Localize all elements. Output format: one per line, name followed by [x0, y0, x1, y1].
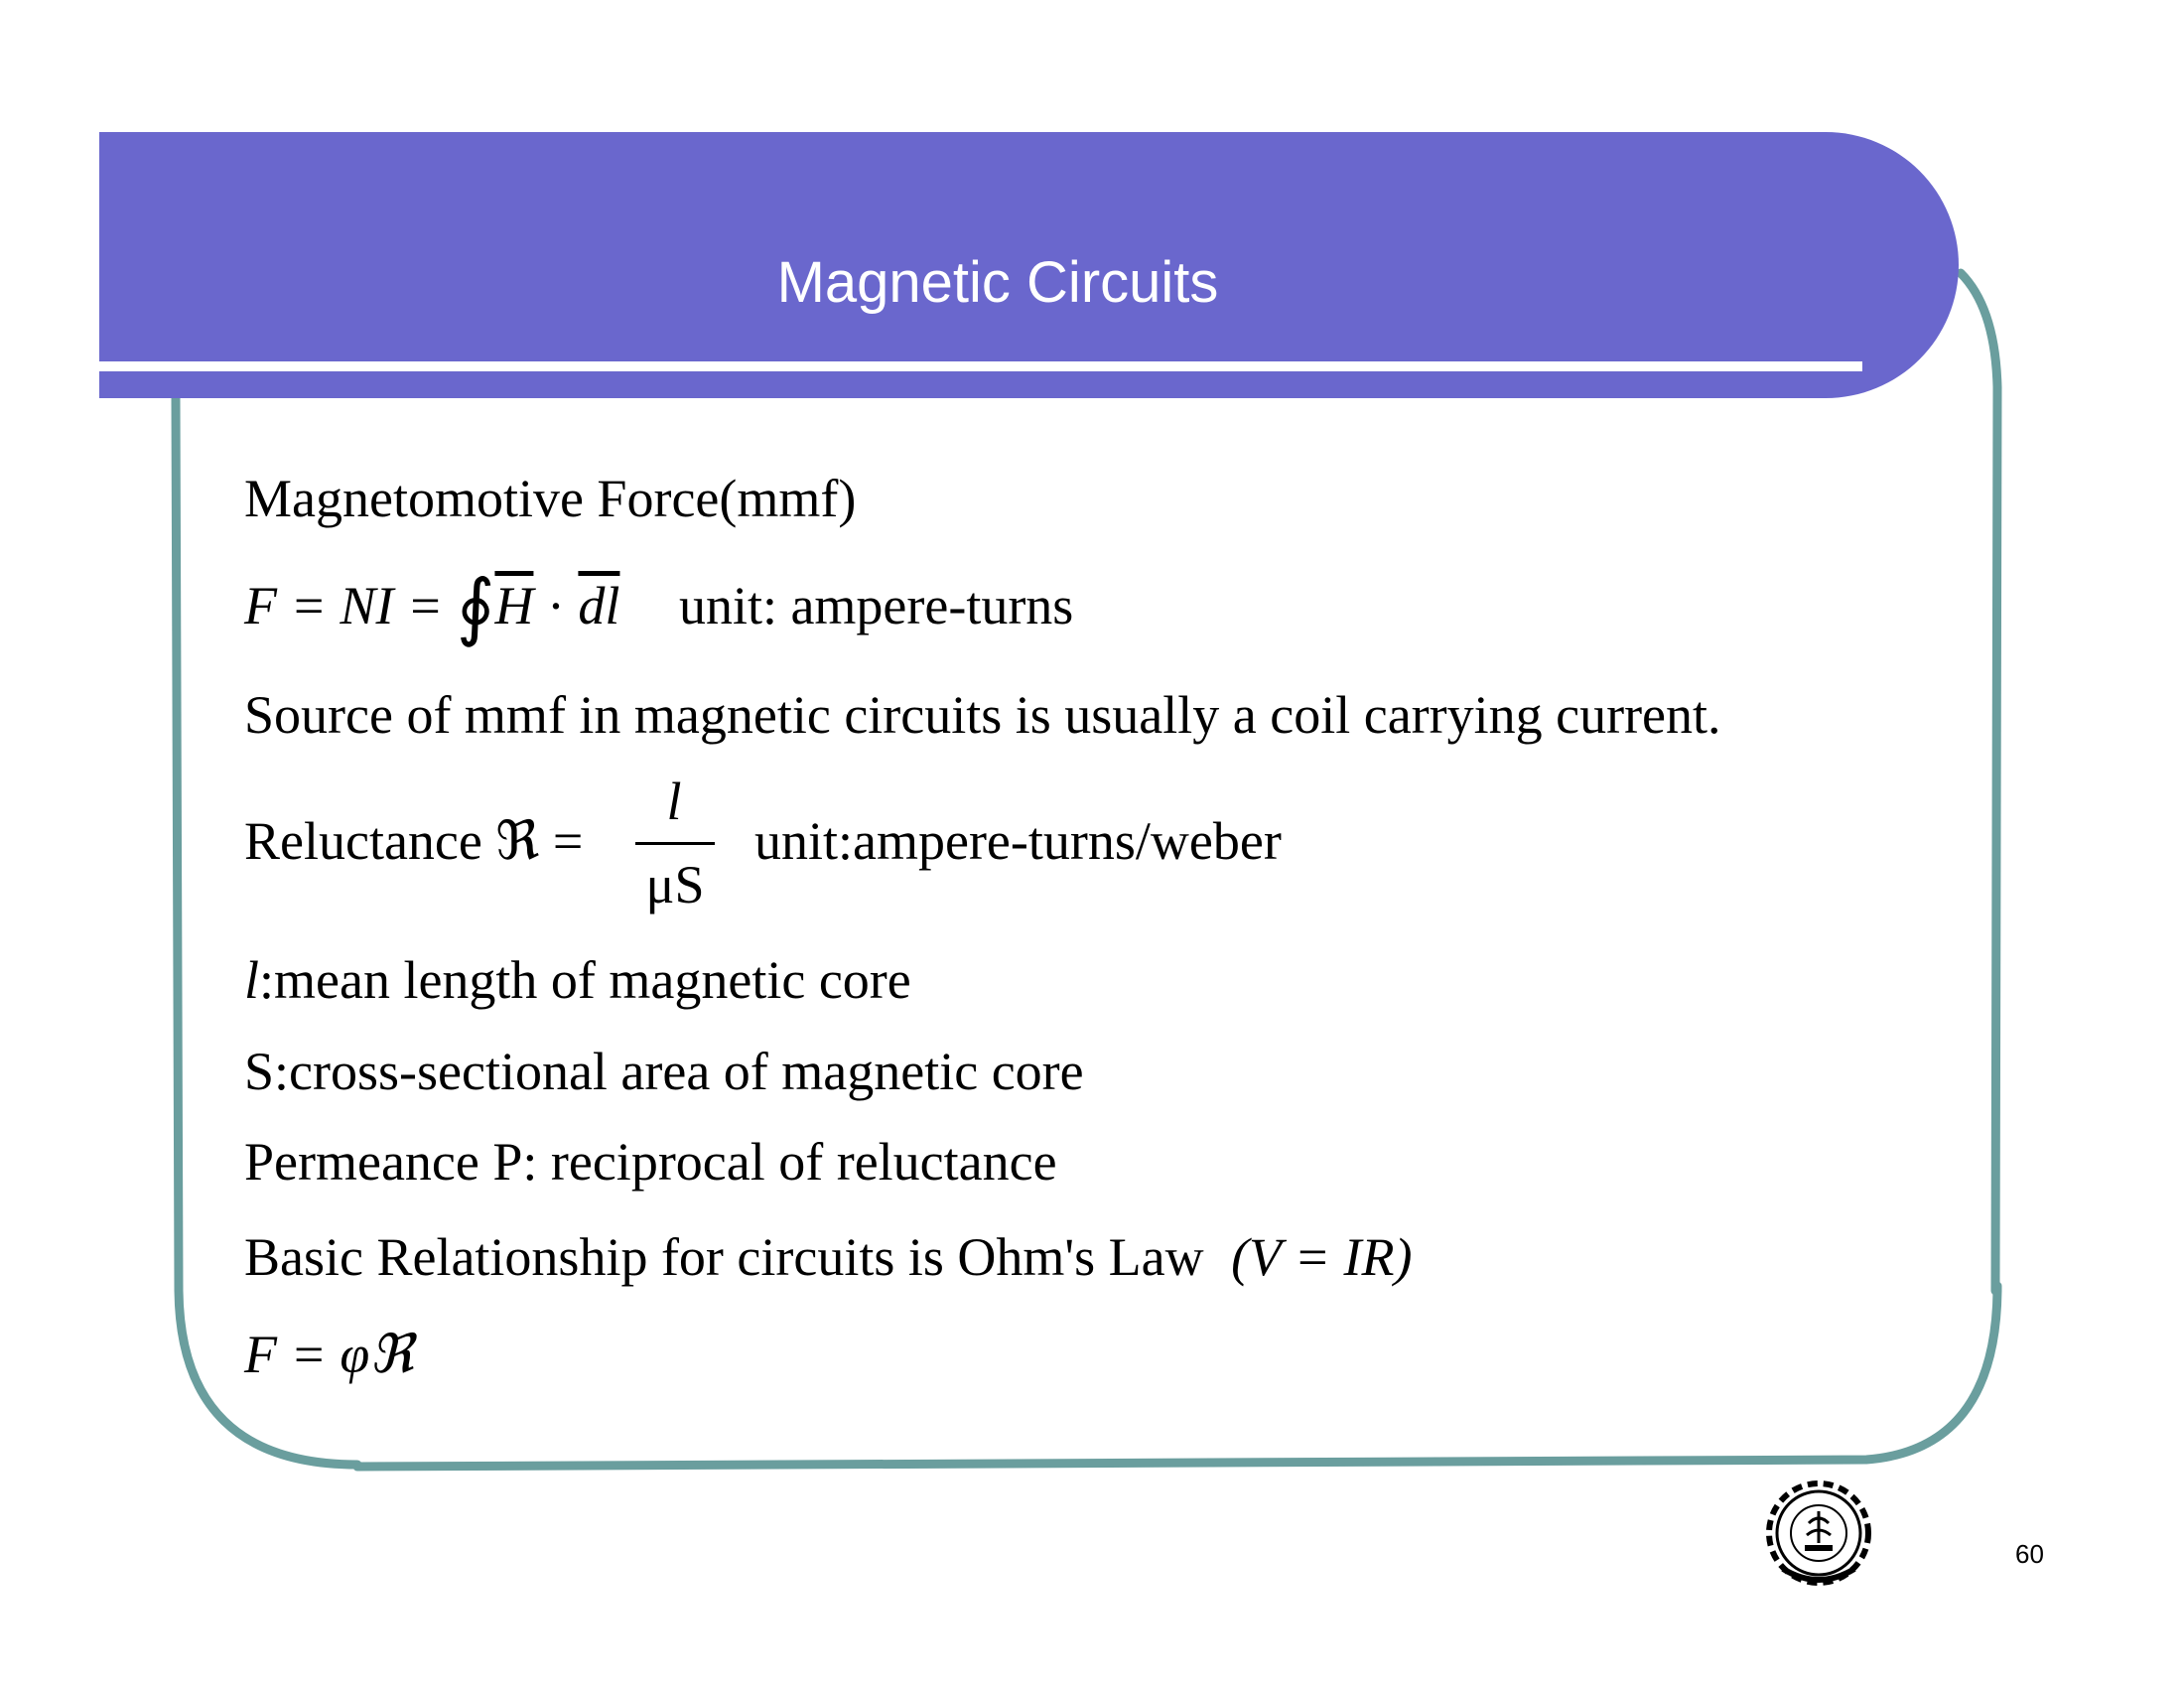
- reluctance-label: Reluctance ℜ =: [244, 811, 584, 871]
- s-definition: S:cross-sectional area of magnetic core: [244, 1042, 1084, 1101]
- l-definition: [244, 948, 911, 1012]
- page-number: 60: [2015, 1539, 2044, 1569]
- institute-emblem-icon: [1759, 1474, 1878, 1593]
- final-equation: F = φℜ: [244, 1325, 414, 1384]
- mmf-equation: [244, 567, 1074, 648]
- l-definition-text: :mean length of magnetic core: [259, 950, 911, 1010]
- integral-symbol: ∮: [456, 567, 495, 648]
- mmf-dl: $\overline{dl}$: [578, 576, 620, 635]
- mmf-heading: Magnetomotive Force(mmf): [244, 469, 857, 528]
- ohm-law: [244, 1225, 1412, 1289]
- mmf-dot: ·: [546, 576, 565, 635]
- reluctance-unit: unit:ampere-turns/weber: [754, 811, 1282, 871]
- fraction-bar: [635, 842, 715, 845]
- ohm-equation: (V = IR): [1231, 1227, 1413, 1287]
- ohm-law-text: Basic Relationship for circuits is Ohm's Law: [244, 1227, 1204, 1287]
- title-underline: [99, 361, 1862, 371]
- mmf-source: Source of mmf in magnetic circuits is usually a coil carrying current.: [244, 685, 1721, 745]
- reluctance-denominator: μS: [645, 855, 705, 914]
- slide-title: Magnetic Circuits: [776, 250, 1219, 315]
- reluctance-numerator: l: [666, 772, 682, 831]
- mmf-unit: unit: ampere-turns: [678, 576, 1074, 635]
- l-symbol: l: [244, 950, 260, 1010]
- mmf-equation-left: F = NI =: [244, 576, 457, 635]
- mmf-h: $\overline{H}$: [494, 576, 534, 635]
- permeance-definition: Permeance P: reciprocal of reluctance: [244, 1132, 1057, 1192]
